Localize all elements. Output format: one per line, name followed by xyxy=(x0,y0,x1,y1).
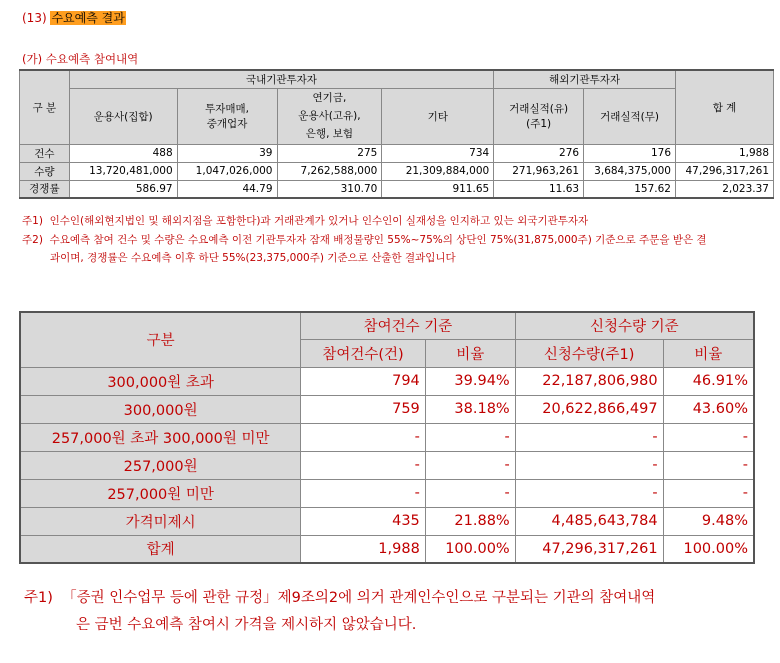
cell: 46.91% xyxy=(663,367,754,395)
table-row xyxy=(20,451,754,479)
cell: 310.70 xyxy=(277,180,382,198)
row-label: 수량 xyxy=(20,162,70,180)
row-label: 300,000원 초과 xyxy=(20,367,301,395)
cell: - xyxy=(301,451,426,479)
cell: 275 xyxy=(277,144,382,162)
cell: - xyxy=(663,451,754,479)
cell: 435 xyxy=(301,507,426,535)
cell: 7,262,588,000 xyxy=(277,162,382,180)
cell: 794 xyxy=(301,367,426,395)
footnote-table2-line1: 「증권 인수업무 등에 관한 규정」제9조의2에 의거 관계인수인으로 구분되는 기관의 참여내역 xyxy=(62,590,656,606)
row-label: 257,000원 미만 xyxy=(20,479,301,507)
cell: 100.00% xyxy=(425,535,515,563)
cell: 20,622,866,497 xyxy=(515,395,663,423)
footnote-1-prefix: 주1) xyxy=(22,215,43,227)
cell: 44.79 xyxy=(177,180,277,198)
footnote-1 xyxy=(22,212,588,230)
footnote-table2 xyxy=(24,585,764,639)
cell: - xyxy=(425,451,515,479)
cell: 38.18% xyxy=(425,395,515,423)
t1-corner-header: 구 분 xyxy=(20,70,70,144)
t1-col-other: 기타 xyxy=(382,88,494,144)
cell: 4,485,643,784 xyxy=(515,507,663,535)
t2-col-ratio1: 비율 xyxy=(425,339,515,367)
cell: 11.63 xyxy=(494,180,584,198)
cell: 43.60% xyxy=(663,395,754,423)
footnote-2 xyxy=(22,231,762,267)
t2-corner-header: 구분 xyxy=(20,312,301,367)
footnote-2-line1: 수요예측 참여 건수 및 수량은 수요예측 이전 기관투자자 잠재 배정물량인 55%~75%의 상단인 75%(31,875,000주) 기준으로 주문을 받은 결 xyxy=(49,234,707,246)
cell: 9.48% xyxy=(663,507,754,535)
cell: 22,187,806,980 xyxy=(515,367,663,395)
cell: - xyxy=(425,423,515,451)
t1-col-pension: 연기금, 운용사(고유), 은행, 보험 xyxy=(277,88,382,144)
price-distribution-table xyxy=(19,311,755,564)
t2-participation-group-header: 참여건수 기준 xyxy=(301,312,515,339)
row-label: 300,000원 xyxy=(20,395,301,423)
cell: 759 xyxy=(301,395,426,423)
sub-title: (가) 수요예측 참여내역 xyxy=(22,52,139,66)
cell: 276 xyxy=(494,144,584,162)
cell: - xyxy=(301,479,426,507)
t1-col-invest-trade: 투자매매, 중개업자 xyxy=(177,88,277,144)
cell: 100.00% xyxy=(663,535,754,563)
footnote-table2-prefix: 주1) xyxy=(24,590,53,606)
cell: 1,047,026,000 xyxy=(177,162,277,180)
cell: - xyxy=(663,423,754,451)
row-label: 257,000원 xyxy=(20,451,301,479)
cell: 13,720,481,000 xyxy=(69,162,177,180)
section-number: (13) xyxy=(22,11,51,25)
row-label: 가격미제시 xyxy=(20,507,301,535)
t1-col-asset-mgmt: 운용사(집합) xyxy=(69,88,177,144)
table-row xyxy=(20,162,774,180)
table-row xyxy=(20,367,754,395)
t1-domestic-group-header: 국내기관투자자 xyxy=(69,70,493,88)
cell: 586.97 xyxy=(69,180,177,198)
cell: 39.94% xyxy=(425,367,515,395)
table-row xyxy=(20,507,754,535)
t2-application-group-header: 신청수량 기준 xyxy=(515,312,754,339)
row-label: 건수 xyxy=(20,144,70,162)
cell: 21.88% xyxy=(425,507,515,535)
cell: 3,684,375,000 xyxy=(584,162,676,180)
cell: 1,988 xyxy=(301,535,426,563)
t1-total-header: 합 계 xyxy=(676,70,774,144)
table-row-total xyxy=(20,535,754,563)
t2-col-ratio2: 비율 xyxy=(663,339,754,367)
footnote-table2-line2: 은 금번 수요예측 참여시 가격을 제시하지 않았습니다. xyxy=(76,617,417,633)
cell: - xyxy=(515,451,663,479)
footnote-2-prefix: 주2) xyxy=(22,234,43,246)
cell: - xyxy=(515,479,663,507)
cell: 2,023.37 xyxy=(676,180,774,198)
row-label: 합계 xyxy=(20,535,301,563)
footnote-2-line2: 과이며, 경쟁률은 수요예측 이후 하단 55%(23,375,000주) 기준으로 산출한 결과입니다 xyxy=(50,252,456,264)
cell: - xyxy=(515,423,663,451)
table-row xyxy=(20,423,754,451)
cell: 488 xyxy=(69,144,177,162)
table-row xyxy=(20,144,774,162)
participation-table xyxy=(19,69,774,199)
section-title-text: 수요예측 결과 xyxy=(51,11,125,25)
cell: - xyxy=(301,423,426,451)
row-label: 경쟁률 xyxy=(20,180,70,198)
t2-col-count: 참여건수(건) xyxy=(301,339,426,367)
t1-foreign-group-header: 해외기관투자자 xyxy=(494,70,676,88)
section-title xyxy=(22,9,126,26)
cell: 271,963,261 xyxy=(494,162,584,180)
cell: 21,309,884,000 xyxy=(382,162,494,180)
cell: 157.62 xyxy=(584,180,676,198)
cell: - xyxy=(663,479,754,507)
cell: 734 xyxy=(382,144,494,162)
cell: 911.65 xyxy=(382,180,494,198)
cell: 47,296,317,261 xyxy=(676,162,774,180)
cell: - xyxy=(425,479,515,507)
table-row xyxy=(20,395,754,423)
cell: 1,988 xyxy=(676,144,774,162)
t2-col-qty: 신청수량(주1) xyxy=(515,339,663,367)
table-row xyxy=(20,479,754,507)
cell: 176 xyxy=(584,144,676,162)
footnote-1-text: 인수인(해외현지법인 및 해외지점을 포함한다)과 거래관계가 있거나 인수인이 실재성을 인지하고 있는 외국기관투자자 xyxy=(49,215,589,227)
cell: 47,296,317,261 xyxy=(515,535,663,563)
t1-col-foreign-no: 거래실적(무) xyxy=(584,88,676,144)
cell: 39 xyxy=(177,144,277,162)
table-row xyxy=(20,180,774,198)
row-label: 257,000원 초과 300,000원 미만 xyxy=(20,423,301,451)
t1-col-foreign-yes: 거래실적(유) (주1) xyxy=(494,88,584,144)
